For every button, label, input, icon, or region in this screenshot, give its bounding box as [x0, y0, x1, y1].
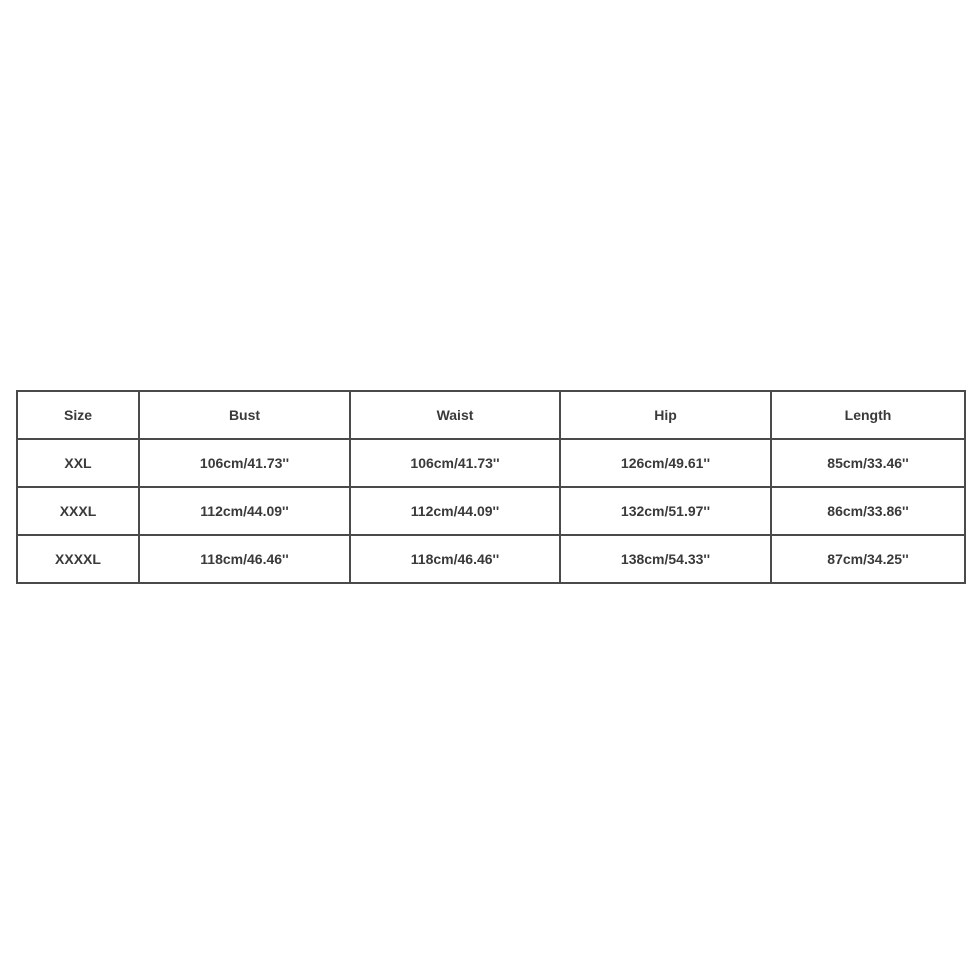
table-row — [17, 439, 965, 487]
bust-cell: 112cm/44.09'' — [139, 487, 350, 535]
header-hip: Hip — [560, 391, 771, 439]
table-header-row — [17, 391, 965, 439]
hip-cell: 132cm/51.97'' — [560, 487, 771, 535]
length-cell: 87cm/34.25'' — [771, 535, 965, 583]
size-cell: XXXL — [17, 487, 139, 535]
waist-cell: 118cm/46.46'' — [350, 535, 560, 583]
header-bust: Bust — [139, 391, 350, 439]
waist-cell: 106cm/41.73'' — [350, 439, 560, 487]
header-size: Size — [17, 391, 139, 439]
bust-cell: 118cm/46.46'' — [139, 535, 350, 583]
table-row — [17, 535, 965, 583]
bust-cell: 106cm/41.73'' — [139, 439, 350, 487]
header-waist: Waist — [350, 391, 560, 439]
hip-cell: 138cm/54.33'' — [560, 535, 771, 583]
length-cell: 86cm/33.86'' — [771, 487, 965, 535]
size-cell: XXXXL — [17, 535, 139, 583]
size-chart-table — [16, 390, 966, 584]
table-row — [17, 487, 965, 535]
length-cell: 85cm/33.46'' — [771, 439, 965, 487]
waist-cell: 112cm/44.09'' — [350, 487, 560, 535]
size-cell: XXL — [17, 439, 139, 487]
header-length: Length — [771, 391, 965, 439]
hip-cell: 126cm/49.61'' — [560, 439, 771, 487]
